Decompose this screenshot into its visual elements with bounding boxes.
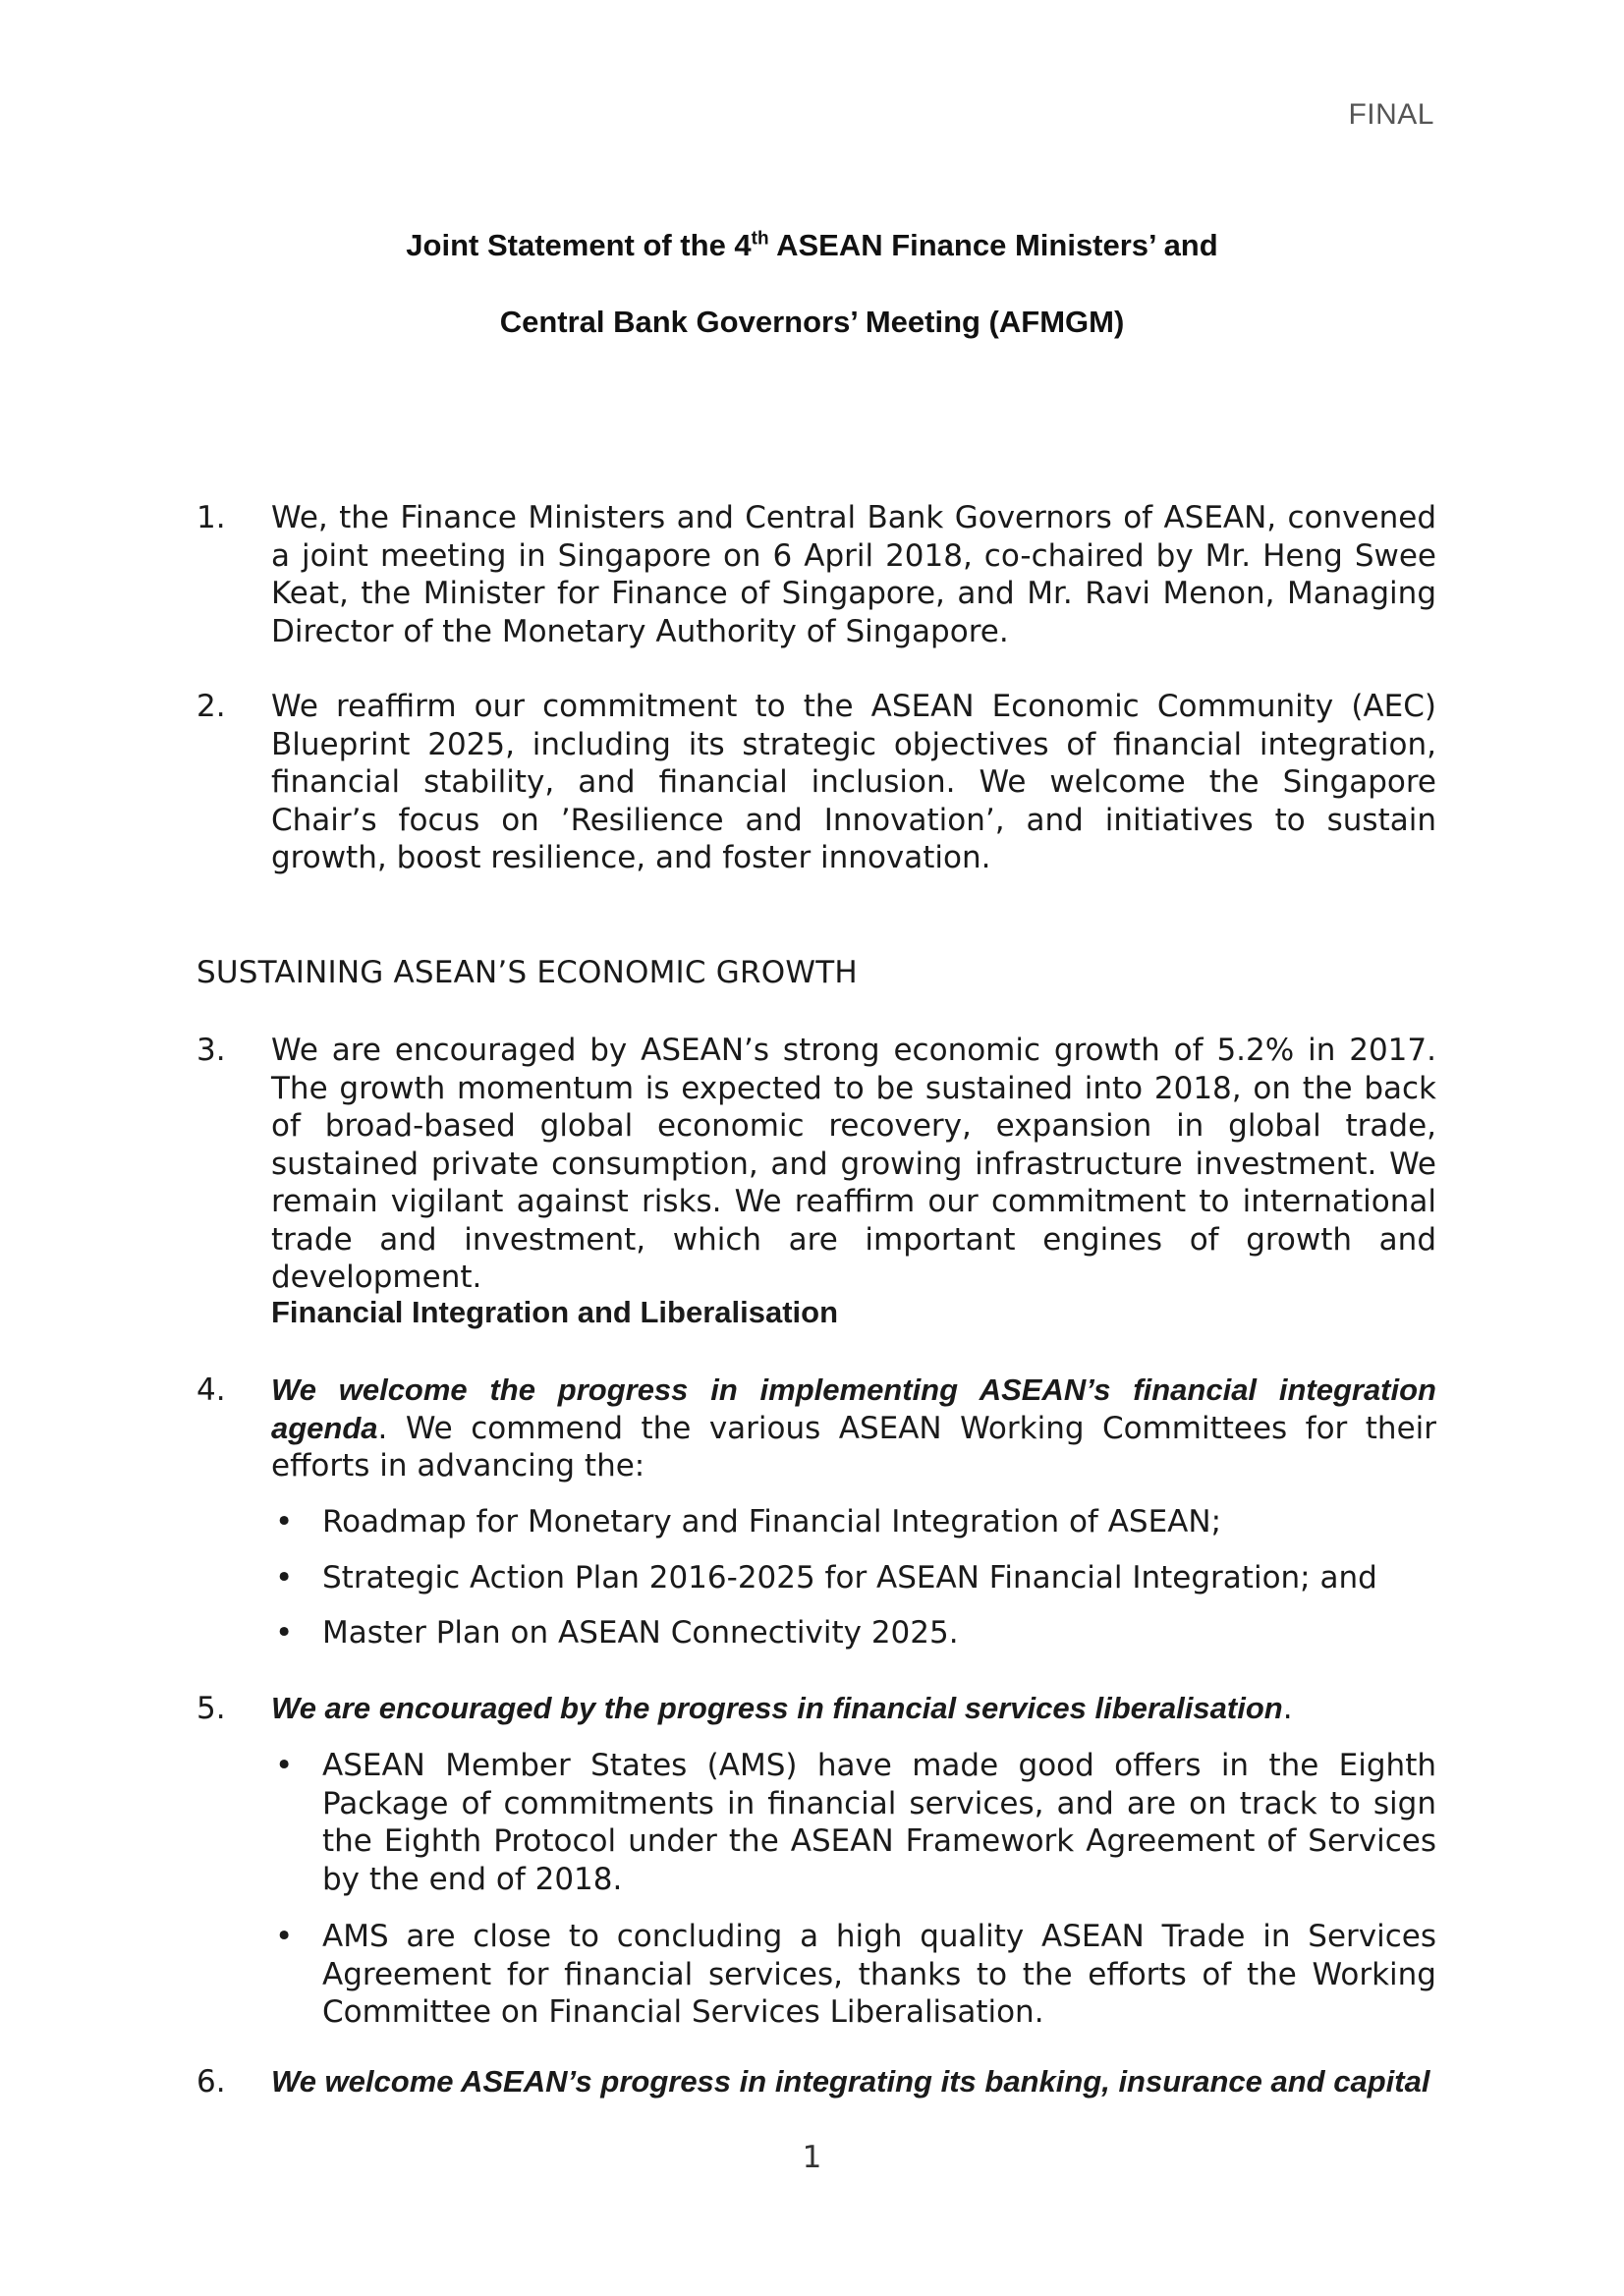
paragraph-lead: We welcome the progress in implementing ASEAN’s financial integration agenda [271, 1372, 1436, 1445]
paragraph-number: 5. [196, 1691, 226, 1726]
paragraph-number: 4. [196, 1372, 226, 1408]
paragraph-text: We, the Finance Ministers and Central Bank Governors of ASEAN, convened a joint meeting in Singapore on 6 April 2018, co-chaired by Mr. Heng Swee Keat, the Minister for Finance of Singapore, and Mr. Ravi Menon, Managing Director of the Monetary Authority of Singapore. [271, 500, 1436, 649]
paragraph-text: We are encouraged by ASEAN’s strong economic growth of 5.2% in 2017. The growth momentum is expected to be sustained into 2018, on the back of broad-based global economic recovery, expansion in global trade, sustained private consumption, and growing infrastructure investment. We remain vigilant against risks. We reaffirm our commitment to international trade and investment, which are important engines of growth and development. [271, 1033, 1436, 1295]
bullet-icon: • [275, 1615, 294, 1651]
section-heading: SUSTAINING ASEAN’S ECONOMIC GROWTH [196, 955, 858, 990]
paragraph-2 [196, 688, 1436, 877]
paragraph-3 [196, 1032, 1436, 1297]
bullet-icon: • [275, 1919, 294, 1954]
paragraph-number: 3. [196, 1033, 226, 1068]
paragraph-text: We reaffirm our commitment to the ASEAN Economic Community (AEC) Blueprint 2025, including its strategic objectives of financial integration, financial stability, and financial inclusion. We welcome the Singapore Chair’s focus on ’Resilience and Innovation’, and initiatives to sustain growth, boost resilience, and foster innovation. [271, 689, 1436, 875]
list-item: • ASEAN Member States (AMS) have made good offers in the Eighth Package of commitments in financial services, and are on track to sign the Eighth Protocol under the ASEAN Framework Agreement of Services by the end of 2018. [275, 1748, 1436, 1897]
paragraph-number: 1. [196, 500, 226, 535]
bullet-icon: • [275, 1504, 294, 1540]
document-title-line-1: Joint Statement of the 4th ASEAN Finance Ministers’ and [406, 228, 1218, 262]
sub-heading: Financial Integration and Liberalisation [271, 1295, 839, 1329]
bullet-icon: • [275, 1748, 294, 1783]
paragraph-number: 2. [196, 689, 226, 724]
document-title-line-2: Central Bank Governors’ Meeting (AFMGM) [499, 305, 1125, 339]
paragraph-4 [196, 1372, 1436, 1485]
list-item: • Strategic Action Plan 2016-2025 for ASEAN Financial Integration; and [275, 1559, 1377, 1596]
bullet-list-5 [271, 1747, 1436, 2032]
paragraph-text [271, 2063, 1436, 2101]
paragraph-text: We welcome the progress in implementing ASEAN’s financial integration agenda. We commend the various ASEAN Working Committees for their efforts in advancing the: [271, 1372, 1436, 1484]
bullet-icon: • [275, 1559, 294, 1596]
paragraph-1 [196, 499, 1436, 650]
final-mark: FINAL [1348, 98, 1434, 131]
bullet-list-4 [271, 1503, 1436, 1652]
list-item: • Master Plan on ASEAN Connectivity 2025. [275, 1615, 959, 1651]
paragraph-5 [196, 1690, 1436, 1728]
paragraph-number: 6. [196, 2064, 226, 2100]
list-item: • Roadmap for Monetary and Financial Integration of ASEAN; [275, 1504, 1222, 1540]
page-number: 1 [802, 2140, 822, 2175]
paragraph-lead: We are encouraged by the progress in financial services liberalisation [271, 1691, 1283, 1725]
paragraph-lead: We welcome ASEAN’s progress in integrating its banking, insurance and capital [271, 2064, 1430, 2099]
paragraph-text: We are encouraged by the progress in financial services liberalisation. [271, 1691, 1293, 1726]
list-item: • AMS are close to concluding a high quality ASEAN Trade in Services Agreement for financial services, thanks to the efforts of the Working Committee on Financial Services Liberalisation. [275, 1919, 1436, 2030]
paragraph-6 [196, 2063, 1436, 2101]
